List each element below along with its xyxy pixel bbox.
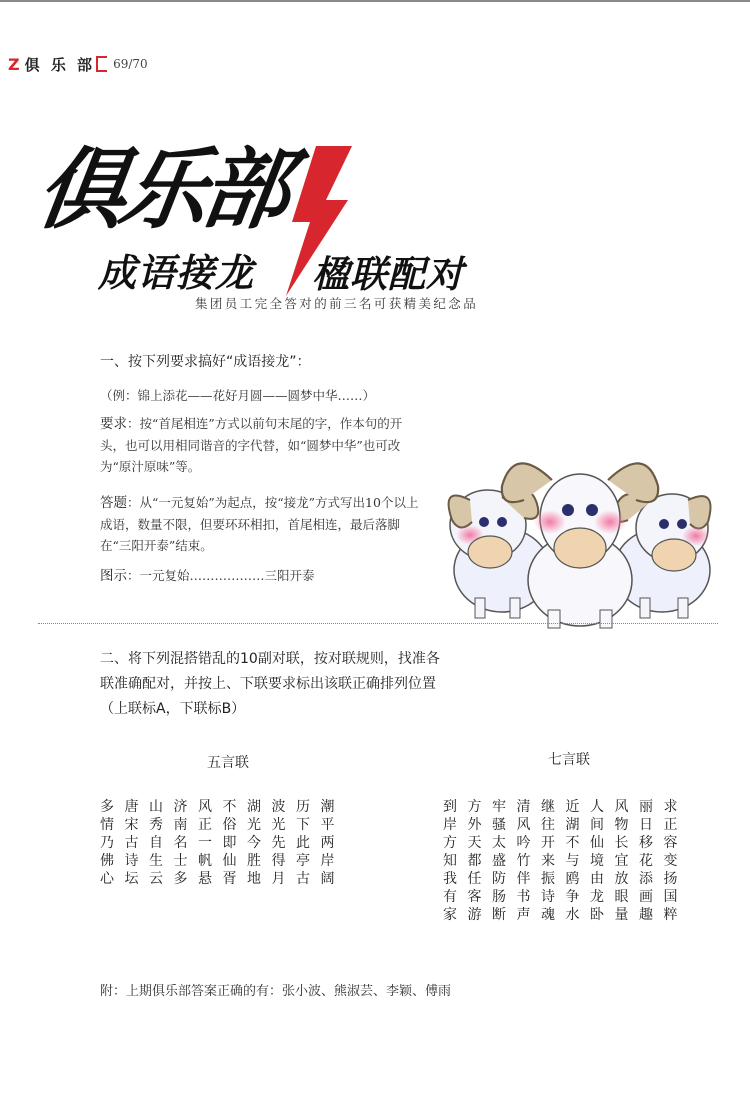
section2-instructions: 二、将下列混搭错乱的10副对联，按对联规则，找准各联准确配对，并按上、下联要求标出该联正确排列位置（上联标A，下联标B） (100, 651, 440, 717)
couplet-char: 知 (443, 853, 457, 869)
requirement-text: ：按“首尾相连”方式以前句末尾的字，作本句的开头，也可以用相同谐音的字代替，如“圆梦中华”也可改为“原汁原味”等。 (100, 416, 403, 474)
couplet-char: 宋 (124, 817, 139, 833)
couplet-char: 先 (271, 835, 286, 851)
section-name: 俱 乐 部 (24, 55, 96, 74)
previous-winners-note: 附：上期俱乐部答案正确的有：张小波、熊淑芸、李颖、傅雨 (100, 984, 452, 999)
couplet-char: 国 (663, 889, 678, 905)
couplet-char: 士 (173, 853, 188, 869)
couplet-char: 一 (198, 835, 212, 851)
couplet-char: 乃 (100, 835, 114, 851)
couplet-char: 名 (173, 835, 188, 851)
section-logo (8, 54, 107, 75)
couplet-row (443, 850, 688, 868)
couplet-char: 诗 (124, 853, 139, 869)
top-rule (0, 0, 750, 2)
couplet-char: 得 (271, 853, 286, 869)
couplet-char: 有 (443, 889, 457, 905)
couplet-char: 湖 (565, 817, 580, 833)
couplet-char: 仙 (590, 835, 604, 851)
section1-example: （例：锦上添花——花好月圆——圆梦中华……） (100, 388, 376, 403)
couplet-char: 物 (614, 817, 629, 833)
couplet-char: 秀 (149, 817, 163, 833)
couplet-char: 与 (565, 853, 580, 869)
couplet-char: 由 (590, 871, 604, 887)
couplet-char: 振 (541, 871, 555, 887)
couplet-char: 方 (467, 799, 482, 815)
couplet-char: 多 (173, 871, 188, 887)
couplet-row (443, 796, 688, 814)
couplet-row (100, 868, 345, 886)
couplet-char: 清 (516, 799, 531, 815)
couplet-char: 我 (443, 871, 457, 887)
couplet-char: 诗 (541, 889, 555, 905)
couplet-char: 水 (565, 907, 580, 923)
couplet-char: 丽 (639, 799, 653, 815)
couplet-char: 量 (614, 907, 629, 923)
couplet-char: 花 (639, 853, 653, 869)
sheep-right (614, 494, 711, 618)
couplet-row (443, 868, 688, 886)
masthead-subtitle-idiom: 成语接龙 (98, 251, 255, 295)
couplet-char: 光 (247, 817, 261, 833)
couplet-char: 坛 (124, 871, 139, 887)
couplet-char: 卧 (590, 907, 604, 923)
couplet-char: 添 (639, 871, 653, 887)
couplet-char: 云 (149, 871, 163, 887)
couplet-char: 长 (614, 835, 629, 851)
couplet-char: 争 (565, 889, 580, 905)
five-char-couplet-grid (100, 796, 345, 886)
couplet-char: 亭 (296, 853, 310, 869)
couplet-char: 不 (565, 835, 580, 851)
couplet-char: 悬 (198, 871, 212, 887)
couplet-char: 间 (590, 817, 604, 833)
couplet-char: 月 (271, 871, 286, 887)
couplet-char: 平 (320, 817, 335, 833)
couplet-row (100, 850, 345, 868)
couplet-char: 仙 (222, 853, 237, 869)
couplet-row (100, 814, 345, 832)
section1-diagram (100, 565, 420, 587)
couplet-char: 防 (492, 871, 506, 887)
couplet-row (443, 832, 688, 850)
seven-char-couplet-title: 七言联 (548, 752, 590, 768)
couplet-char: 生 (149, 853, 163, 869)
couplet-char: 今 (247, 835, 261, 851)
couplet-char: 扬 (663, 871, 678, 887)
couplet-row (443, 886, 688, 904)
couplet-char: 下 (296, 817, 310, 833)
couplet-char: 伴 (516, 871, 531, 887)
couplet-char: 客 (467, 889, 482, 905)
couplet-char: 骚 (492, 817, 506, 833)
masthead-subtitle-couplet: 楹联配对 (312, 253, 464, 296)
couplet-char: 自 (149, 835, 163, 851)
couplet-char: 唐 (124, 799, 139, 815)
couplet-char: 山 (149, 799, 163, 815)
couplet-char: 家 (443, 907, 457, 923)
couplet-char: 近 (565, 799, 580, 815)
couplet-row (443, 904, 688, 922)
couplet-char: 游 (467, 907, 482, 923)
couplet-char: 都 (467, 853, 482, 869)
couplet-row (100, 796, 345, 814)
section1-requirement (100, 413, 420, 477)
couplet-char: 太 (492, 835, 506, 851)
couplet-char: 情 (100, 817, 114, 833)
answer-label: 答题 (100, 495, 127, 511)
three-sheep-illustration (440, 430, 720, 630)
couplet-char: 阔 (320, 871, 335, 887)
couplet-char: 继 (541, 799, 555, 815)
couplet-char: 断 (492, 907, 506, 923)
couplet-char: 到 (443, 799, 457, 815)
couplet-char: 盛 (492, 853, 506, 869)
diagram-text: ：一元复始………………三阳开泰 (127, 568, 315, 583)
couplet-char: 此 (296, 835, 310, 851)
couplet-char: 日 (639, 817, 653, 833)
answer-text: ：从“一元复始”为起点，按“接龙”方式写出10个以上成语，数量不限，但要环环相扣，首尾相连，最后落脚在“三阳开泰”结束。 (100, 495, 419, 553)
couplet-char: 龙 (590, 889, 604, 905)
couplet-char: 魂 (541, 907, 555, 923)
bracket-mark-icon (96, 56, 107, 72)
couplet-char: 人 (590, 799, 604, 815)
couplet-char: 岸 (443, 817, 457, 833)
page-header (8, 55, 148, 73)
couplet-char: 潮 (320, 799, 335, 815)
z-mark-icon: Z (8, 54, 23, 74)
diagram-label: 图示 (100, 568, 127, 584)
couplet-char: 竹 (516, 853, 531, 869)
couplet-char: 古 (124, 835, 139, 851)
couplet-char: 开 (541, 835, 555, 851)
couplet-char: 风 (516, 817, 531, 833)
couplet-char: 即 (222, 835, 237, 851)
couplet-row (443, 814, 688, 832)
couplet-char: 画 (639, 889, 653, 905)
couplet-char: 地 (247, 871, 261, 887)
requirement-label: 要求 (100, 416, 127, 432)
couplet-char: 风 (198, 799, 212, 815)
couplet-char: 变 (663, 853, 678, 869)
couplet-char: 古 (296, 871, 310, 887)
couplet-char: 胜 (247, 853, 261, 869)
couplet-char: 两 (320, 835, 335, 851)
couplet-char: 不 (222, 799, 237, 815)
section1-answer (100, 492, 420, 556)
couplet-char: 外 (467, 817, 482, 833)
page-number: 69/70 (113, 57, 148, 71)
couplet-char: 容 (663, 835, 678, 851)
couplet-char: 宜 (614, 853, 629, 869)
couplet-char: 历 (296, 799, 310, 815)
section1-title: 一、按下列要求搞好“成语接龙”： (100, 354, 311, 370)
prize-note: 集团员工完全答对的前三名可获精美纪念品 (195, 296, 479, 311)
couplet-char: 趣 (639, 907, 653, 923)
couplet-char: 来 (541, 853, 555, 869)
couplet-char: 鸥 (565, 871, 580, 887)
couplet-char: 岸 (320, 853, 335, 869)
couplet-char: 正 (198, 817, 212, 833)
masthead-title: 俱乐部 (30, 138, 292, 241)
couplet-char: 书 (516, 889, 531, 905)
couplet-char: 放 (614, 871, 629, 887)
couplet-char: 往 (541, 817, 555, 833)
section-divider (38, 623, 718, 624)
couplet-char: 正 (663, 817, 678, 833)
couplet-char: 方 (443, 835, 457, 851)
couplet-char: 济 (173, 799, 188, 815)
couplet-char: 天 (467, 835, 482, 851)
couplet-char: 湖 (247, 799, 261, 815)
couplet-row (100, 832, 345, 850)
couplet-char: 境 (590, 853, 604, 869)
seven-char-couplet-grid (443, 796, 688, 922)
couplet-char: 俗 (222, 817, 237, 833)
couplet-char: 肠 (492, 889, 506, 905)
couplet-char: 波 (271, 799, 286, 815)
couplet-char: 眼 (614, 889, 629, 905)
couplet-char: 任 (467, 871, 482, 887)
couplet-char: 求 (663, 799, 678, 815)
couplet-char: 声 (516, 907, 531, 923)
couplet-char: 佛 (100, 853, 114, 869)
couplet-char: 多 (100, 799, 114, 815)
couplet-char: 胥 (222, 871, 237, 887)
couplet-char: 南 (173, 817, 188, 833)
couplet-char: 牢 (492, 799, 506, 815)
couplet-char: 帆 (198, 853, 212, 869)
five-char-couplet-title: 五言联 (207, 755, 249, 771)
couplet-char: 风 (614, 799, 629, 815)
couplet-char: 吟 (516, 835, 531, 851)
couplet-char: 移 (639, 835, 653, 851)
couplet-char: 粹 (663, 907, 678, 923)
couplet-char: 心 (100, 871, 114, 887)
couplet-char: 光 (271, 817, 286, 833)
